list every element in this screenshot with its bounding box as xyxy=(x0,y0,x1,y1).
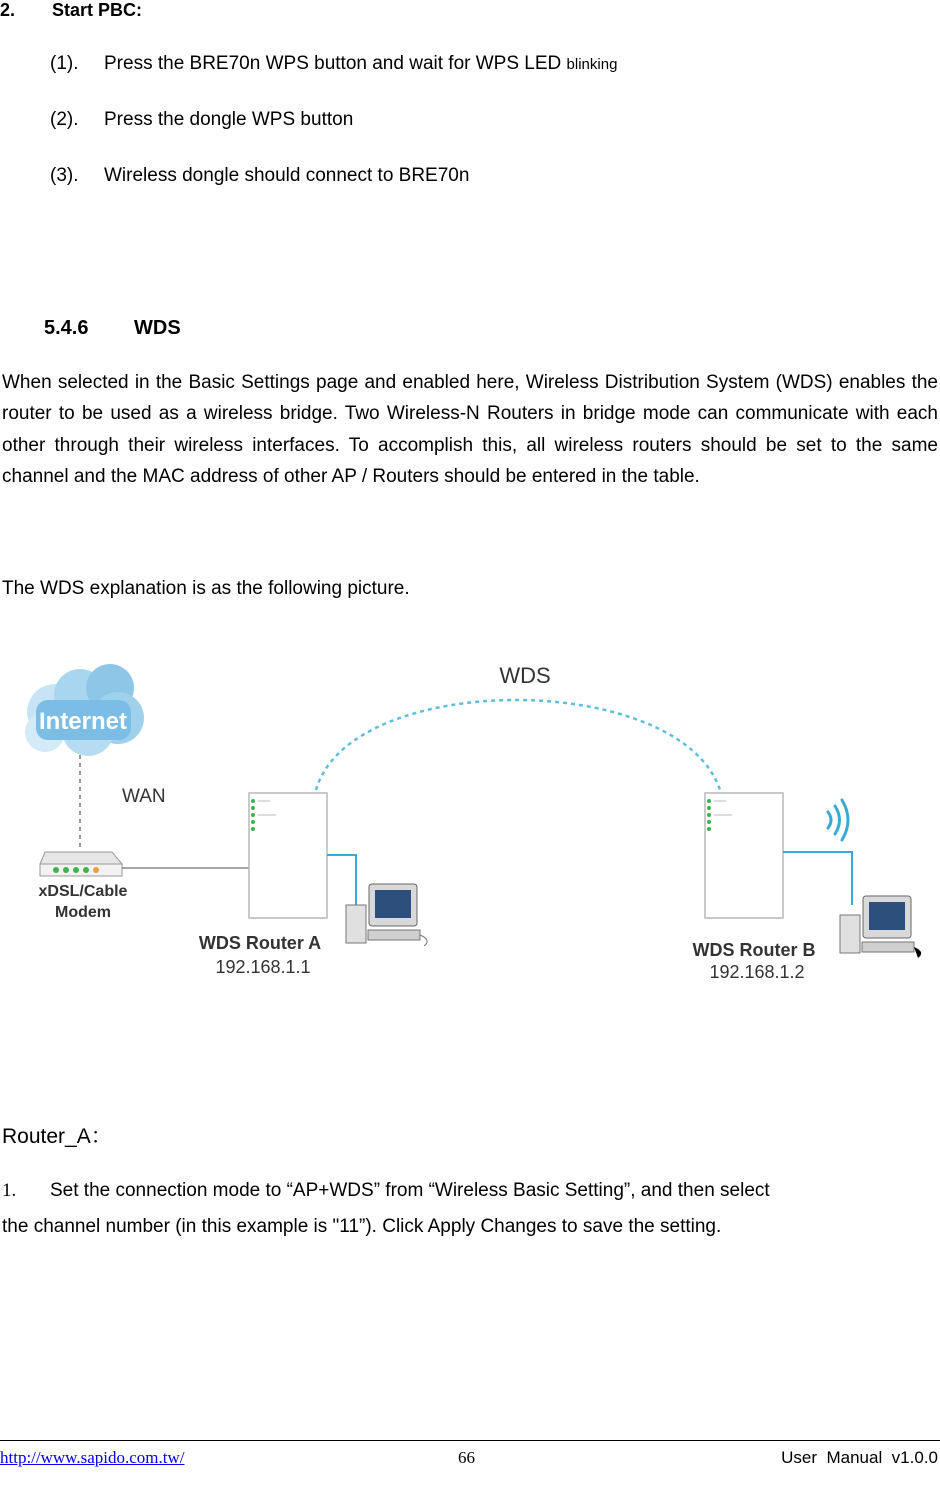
step-number: 1. xyxy=(2,1180,17,1201)
diagram-intro: The WDS explanation is as the following picture. xyxy=(2,578,410,599)
step-text: Press the dongle WPS button xyxy=(104,109,354,130)
wan-label: WAN xyxy=(122,786,166,807)
section-paragraph: When selected in the Basic Settings page and enabled here, Wireless Distribution System (WDS) enables the router to be used as a wireless bridge. Two Wireless-N Routers in bridge mode can communicate with each other through their wireless interfaces. To accomplish this, all wireless routers should be set to the same channel and the MAC address of other AP / Routers should be entered in the table. xyxy=(2,372,938,487)
step-text: Press the BRE70n WPS button and wait for WPS LED xyxy=(104,53,567,74)
manual-version: User Manual v1.0.0 xyxy=(781,1448,938,1467)
section-title: WDS xyxy=(134,317,181,339)
pbc-heading-number: 2. xyxy=(0,0,16,20)
internet-label: Internet xyxy=(38,708,128,735)
router-a-ip: 192.168.1.1 xyxy=(215,957,311,977)
section-heading xyxy=(44,317,444,340)
step-text-line1: Set the connection mode to “AP+WDS” from “Wireless Basic Setting”, and then select xyxy=(50,1180,770,1201)
router-a-name: WDS Router A xyxy=(198,933,322,953)
footer-rule xyxy=(0,1440,940,1441)
router-a-icon xyxy=(249,793,327,918)
router-b-icon xyxy=(705,793,783,918)
pbc-heading xyxy=(0,0,300,21)
router-a-heading: Router_A： xyxy=(2,1125,112,1148)
modem-label-line2: Modem xyxy=(55,904,111,921)
footer-url-link[interactable]: http://www.sapido.com.tw/ xyxy=(0,1448,185,1467)
pbc-heading-text: Start PBC: xyxy=(52,0,143,20)
section-number: 5.4.6 xyxy=(44,317,89,339)
step-number: (2). xyxy=(50,109,79,130)
router-a-step-1 xyxy=(2,1180,938,1202)
step-number: (1). xyxy=(50,53,79,74)
step-number: (3). xyxy=(50,165,79,186)
router-b-name: WDS Router B xyxy=(692,940,816,960)
modem-icon xyxy=(40,852,122,876)
step-text: Wireless dongle should connect to BRE70n xyxy=(104,165,470,186)
step-text-small: blinking xyxy=(566,56,618,73)
wds-label: WDS xyxy=(499,663,551,688)
wds-diagram xyxy=(0,640,940,1100)
modem-label-line1: xDSL/Cable xyxy=(38,883,128,900)
page-number: 66 xyxy=(458,1448,475,1467)
router-b-ip: 192.168.1.2 xyxy=(709,962,805,982)
step-text-line2: the channel number (in this example is "11”). Click Apply Changes to save the setting. xyxy=(2,1216,722,1237)
